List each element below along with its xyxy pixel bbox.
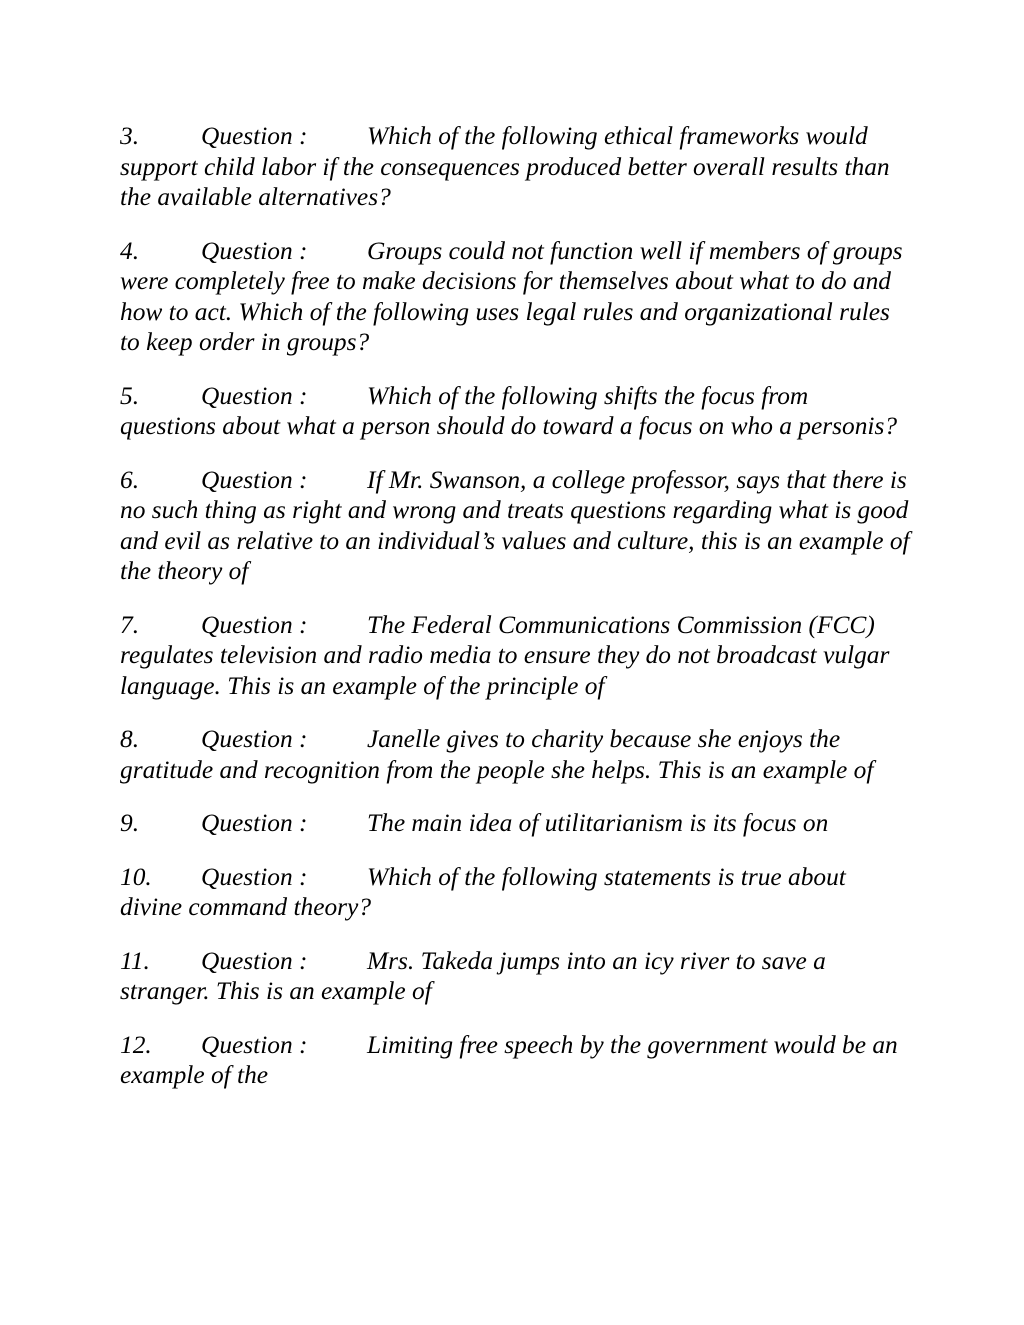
question-number: 7.	[120, 610, 140, 639]
question-label: Question :	[201, 610, 308, 639]
question-item	[120, 862, 910, 923]
question-text: Limiting free speech by the government would be an example of the	[120, 1030, 898, 1089]
question-number: 12.	[120, 1030, 152, 1059]
question-text: The main idea of utilitarianism is its focus on	[367, 809, 829, 837]
question-item	[120, 465, 910, 587]
question-label: Question :	[201, 465, 308, 494]
question-label: Question :	[201, 1030, 308, 1059]
question-item	[120, 121, 910, 213]
question-text: Which of the following shifts the focus from questions about what a person should do toward a focus on who a personis?	[120, 381, 898, 440]
question-text: Mrs. Takeda jumps into an icy river to save a stranger. This is an example of	[120, 946, 826, 1005]
question-number: 6.	[120, 465, 140, 494]
question-number: 8.	[120, 725, 140, 753]
question-label: Question :	[201, 381, 308, 410]
question-item	[120, 236, 910, 358]
question-text: Groups could not function well if members of groups were completely free to make decisions for themselves about what to do and how to act. Which of the following uses legal rules and organizational rules to keep order in groups?	[120, 236, 903, 356]
question-text: Janelle gives to charity because she enjoys the gratitude and recognition from the people she helps. This is an example of	[120, 725, 874, 784]
question-number: 10.	[120, 862, 152, 891]
question-number: 9.	[120, 809, 140, 837]
question-number: 11.	[120, 946, 150, 975]
question-text: Which of the following statements is true about divine command theory?	[120, 862, 846, 921]
question-number: 3.	[120, 122, 140, 150]
question-item	[120, 1030, 910, 1091]
question-item	[120, 724, 910, 785]
document-page	[120, 121, 910, 1114]
question-item	[120, 381, 910, 442]
question-label: Question :	[201, 862, 308, 891]
question-item	[120, 808, 910, 839]
question-label: Question :	[201, 122, 308, 150]
question-label: Question :	[201, 236, 308, 265]
question-number: 5.	[120, 381, 140, 410]
question-number: 4.	[120, 236, 140, 265]
question-item	[120, 610, 910, 702]
question-text: The Federal Communications Commission (FCC) regulates television and radio media to ensure they do not broadcast vulgar language. This is an example of the principle of	[120, 610, 890, 700]
question-text: Which of the following ethical frameworks would support child labor if the consequences produced better overall results than the available alternatives?	[120, 122, 890, 211]
question-label: Question :	[201, 809, 308, 837]
question-label: Question :	[201, 725, 308, 753]
question-text: If Mr. Swanson, a college professor, says that there is no such thing as right and wrong and treats questions regarding what is good and evil as relative to an individual’s values and culture, this is an example of the theory of	[120, 465, 910, 585]
question-item	[120, 946, 910, 1007]
question-label: Question :	[201, 946, 308, 975]
